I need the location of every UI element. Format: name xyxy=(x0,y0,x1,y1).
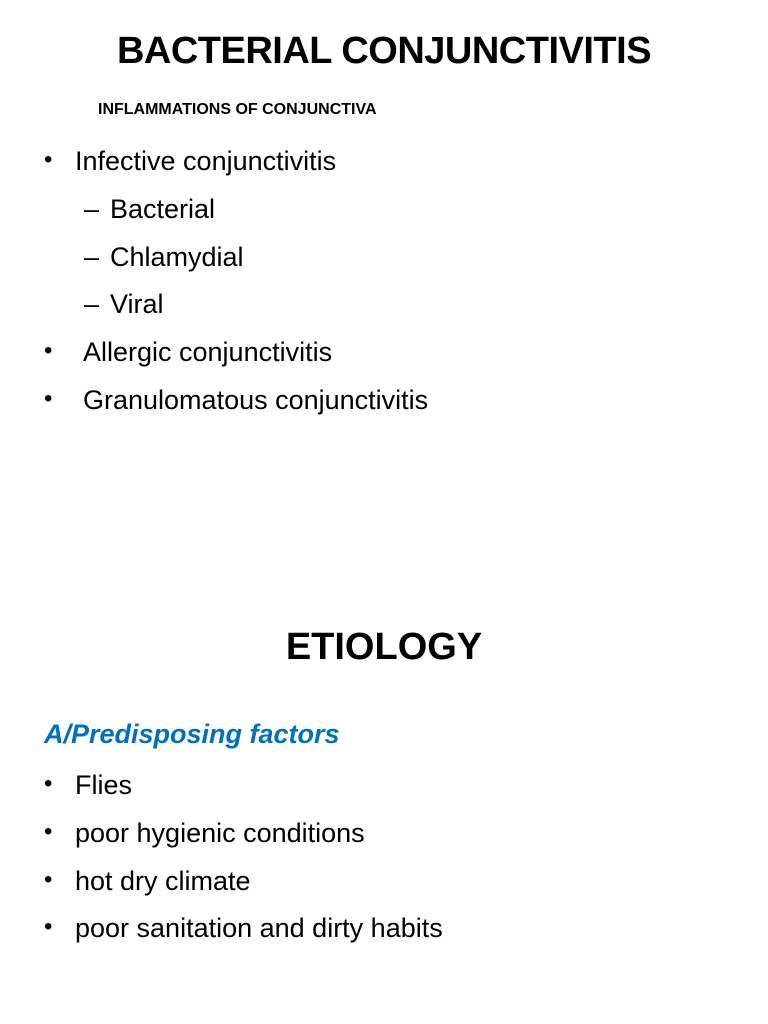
section-heading: A/Predisposing factors xyxy=(44,719,340,749)
list-item: Granulomatous conjunctivitis xyxy=(83,385,429,415)
slide-subtitle: INFLAMMATIONS OF CONJUNCTIVA xyxy=(98,101,377,118)
bullet-icon: • xyxy=(44,866,53,893)
bullet-icon: • xyxy=(44,770,53,797)
bullet-icon: • xyxy=(44,385,53,412)
list-item: poor sanitation and dirty habits xyxy=(75,913,443,943)
list-item: hot dry climate xyxy=(75,866,251,896)
list-item: poor hygienic conditions xyxy=(75,818,365,848)
dash-icon: – xyxy=(84,242,100,272)
dash-icon: – xyxy=(84,194,100,224)
bullet-icon: • xyxy=(44,337,53,364)
bullet-icon: • xyxy=(44,146,53,173)
list-subitem: Bacterial xyxy=(110,194,216,224)
list-item: Infective conjunctivitis xyxy=(75,146,337,176)
slide-title: ETIOLOGY xyxy=(285,626,483,668)
list-subitem: Viral xyxy=(110,289,164,319)
dash-icon: – xyxy=(84,289,100,319)
bullet-icon: • xyxy=(44,818,53,845)
bullet-icon: • xyxy=(44,913,53,940)
list-item: Flies xyxy=(75,770,133,800)
slide-title: BACTERIAL CONJUNCTIVITIS xyxy=(116,30,652,72)
list-item: Allergic conjunctivitis xyxy=(83,337,333,367)
list-subitem: Chlamydial xyxy=(110,242,244,272)
slide-2 xyxy=(0,512,768,1024)
